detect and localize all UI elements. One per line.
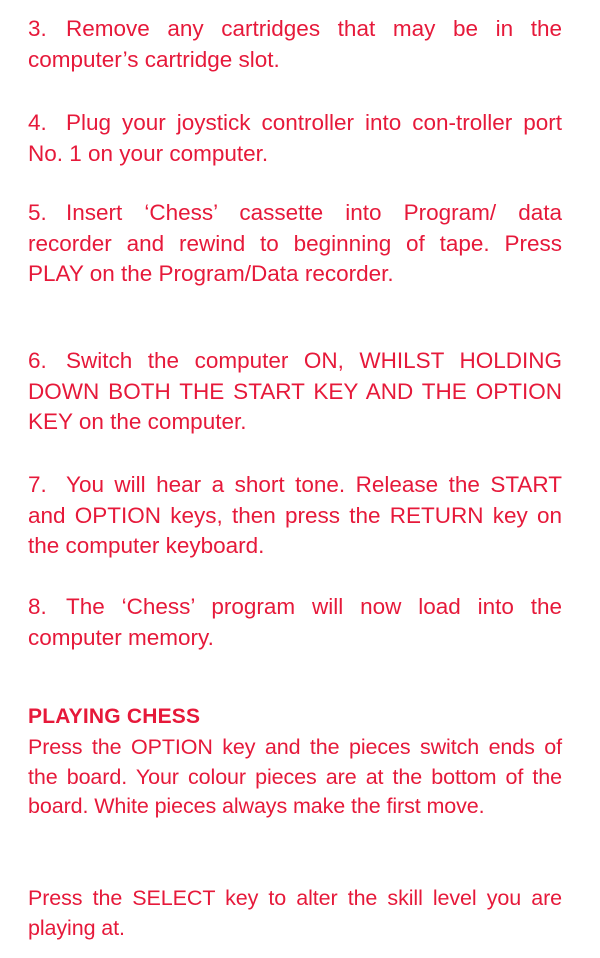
step-text: Switch the computer ON, WHILST HOLDING DOWN BOTH THE START KEY AND THE OPTION KEY on the computer. [28,348,562,434]
step-7 [28,470,562,562]
step-text: The ‘Chess’ program will now load into the computer memory. [28,594,562,650]
step-text: Remove any cartridges that may be in the computer’s cartridge slot. [28,16,562,72]
step-number: 4. [28,110,47,135]
step-6 [28,346,562,438]
step-text: You will hear a short tone. Release the START and OPTION keys, then press the RETURN key on the computer keyboard. [28,472,562,558]
step-8 [28,592,562,653]
step-3 [28,14,562,75]
step-number: 3. [28,16,47,41]
section-heading: PLAYING CHESS [28,705,201,728]
step-4 [28,108,562,169]
step-number: 8. [28,594,47,619]
step-number: 6. [28,348,47,373]
step-number: 7. [28,472,47,497]
step-5 [28,198,562,290]
option-key-paragraph: Press the OPTION key and the pieces switch ends of the board. Your colour pieces are at the bottom of the board. White pieces always make the first move. [28,735,562,818]
step-text: Plug your joystick controller into con-troller port No. 1 on your computer. [28,110,562,166]
step-number: 5. [28,200,47,225]
select-key-paragraph: Press the SELECT key to alter the skill level you are playing at. [28,886,562,940]
step-text: Insert ‘Chess’ cassette into Program/ data recorder and rewind to beginning of tape. Press PLAY on the Program/Data recorder. [28,200,562,286]
